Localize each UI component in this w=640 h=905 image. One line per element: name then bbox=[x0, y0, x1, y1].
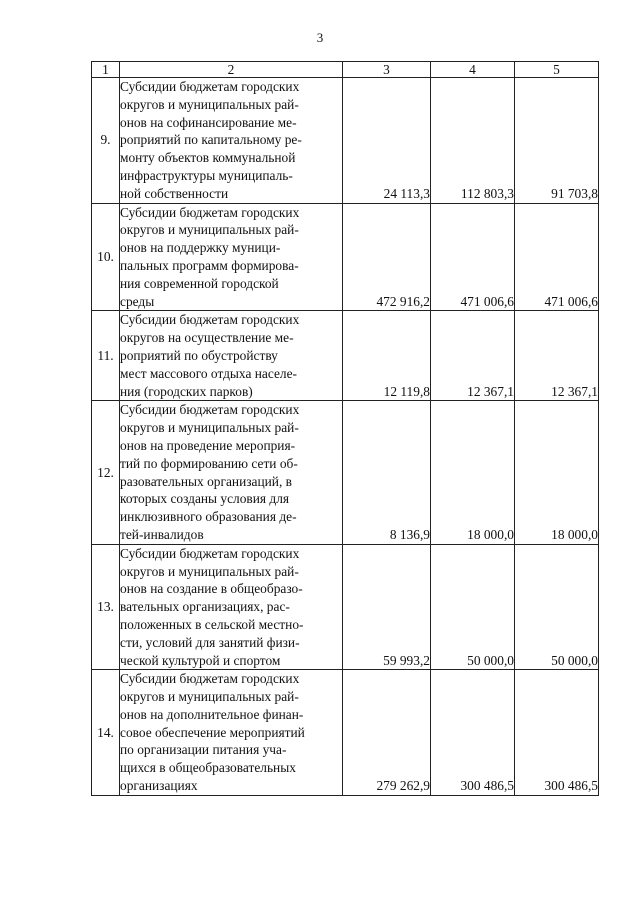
amount-column-4: 18 000,0 bbox=[431, 401, 515, 544]
description-line: по организации питания уча- bbox=[120, 742, 287, 758]
description-line: вательных организациях, рас- bbox=[120, 599, 290, 615]
description-line: разовательных организаций, в bbox=[120, 473, 292, 489]
description-line: среды bbox=[120, 293, 155, 309]
amount-column-5: 18 000,0 bbox=[515, 401, 599, 544]
description-line: онов на проведение мероприя- bbox=[120, 437, 296, 453]
row-number: 13. bbox=[92, 544, 120, 670]
description-line: роприятий по обустройству bbox=[120, 347, 278, 363]
description-line: округов на осуществление ме- bbox=[120, 330, 294, 346]
description-line: роприятий по капитальному ре- bbox=[120, 132, 302, 148]
description-line: онов на дополнительное финан- bbox=[120, 706, 304, 722]
description-line: монту объектов коммунальной bbox=[120, 150, 296, 166]
description-line: пальных программ формирова- bbox=[120, 257, 299, 273]
description-line: тей-инвалидов bbox=[120, 526, 204, 542]
description-line: совое обеспечение мероприятий bbox=[120, 724, 305, 740]
amount-column-4: 300 486,5 bbox=[431, 670, 515, 796]
row-description bbox=[120, 203, 343, 311]
row-number: 9. bbox=[92, 78, 120, 204]
description-line: сти, условий для занятий физи- bbox=[120, 634, 300, 650]
row-description bbox=[120, 544, 343, 670]
column-header-1: 1 bbox=[92, 62, 120, 78]
row-number: 12. bbox=[92, 401, 120, 544]
row-description bbox=[120, 670, 343, 796]
row-description bbox=[120, 78, 343, 204]
amount-column-3: 472 916,2 bbox=[343, 203, 431, 311]
column-header-4: 4 bbox=[431, 62, 515, 78]
table-row bbox=[92, 670, 599, 796]
amount-column-5: 12 367,1 bbox=[515, 311, 599, 401]
description-line: ческой культурой и спортом bbox=[120, 652, 281, 668]
column-header-row bbox=[92, 62, 599, 78]
amount-column-3: 12 119,8 bbox=[343, 311, 431, 401]
amount-column-5: 300 486,5 bbox=[515, 670, 599, 796]
description-line: тий по формированию сети об- bbox=[120, 455, 298, 471]
description-line: Субсидии бюджетам городских bbox=[120, 79, 300, 94]
column-header-3: 3 bbox=[343, 62, 431, 78]
description-line: округов и муниципальных рай- bbox=[120, 96, 299, 112]
row-number: 10. bbox=[92, 203, 120, 311]
amount-column-3: 24 113,3 bbox=[343, 78, 431, 204]
description-line: Субсидии бюджетам городских bbox=[120, 545, 300, 561]
amount-column-4: 471 006,6 bbox=[431, 203, 515, 311]
description-line: Субсидии бюджетам городских bbox=[120, 402, 300, 418]
amount-column-5: 91 703,8 bbox=[515, 78, 599, 204]
description-line: округов и муниципальных рай- bbox=[120, 563, 299, 579]
table-row bbox=[92, 311, 599, 401]
row-number: 11. bbox=[92, 311, 120, 401]
amount-column-3: 8 136,9 bbox=[343, 401, 431, 544]
description-line: онов на создание в общеобразо- bbox=[120, 581, 303, 597]
description-line: ния современной городской bbox=[120, 275, 279, 291]
description-line: мест массового отдыха населе- bbox=[120, 365, 297, 381]
row-description bbox=[120, 401, 343, 544]
subsidy-table bbox=[91, 61, 599, 796]
table-row bbox=[92, 401, 599, 544]
column-header-2: 2 bbox=[120, 62, 343, 78]
row-description bbox=[120, 311, 343, 401]
description-line: Субсидии бюджетам городских bbox=[120, 204, 300, 220]
description-line: онов на поддержку муници- bbox=[120, 240, 281, 256]
description-line: округов и муниципальных рай- bbox=[120, 420, 299, 436]
description-line: Субсидии бюджетам городских bbox=[120, 312, 300, 328]
table-row bbox=[92, 78, 599, 204]
row-number: 14. bbox=[92, 670, 120, 796]
table-row bbox=[92, 203, 599, 311]
table-body bbox=[92, 62, 599, 796]
description-line: щихся в общеобразовательных bbox=[120, 760, 296, 776]
amount-column-3: 59 993,2 bbox=[343, 544, 431, 670]
description-line: инклюзивного образования де- bbox=[120, 509, 297, 525]
description-line: организациях bbox=[120, 778, 198, 794]
amount-column-4: 12 367,1 bbox=[431, 311, 515, 401]
description-line: которых созданы условия для bbox=[120, 491, 290, 507]
amount-column-5: 471 006,6 bbox=[515, 203, 599, 311]
amount-column-4: 112 803,3 bbox=[431, 78, 515, 204]
description-line: инфраструктуры муниципаль- bbox=[120, 167, 293, 183]
description-line: ния (городских парков) bbox=[120, 383, 253, 399]
description-line: округов и муниципальных рай- bbox=[120, 689, 299, 705]
amount-column-5: 50 000,0 bbox=[515, 544, 599, 670]
description-line: ной собственности bbox=[120, 185, 229, 201]
table-row bbox=[92, 544, 599, 670]
description-line: Субсидии бюджетам городских bbox=[120, 671, 300, 687]
page-number: 3 bbox=[316, 30, 324, 45]
amount-column-3: 279 262,9 bbox=[343, 670, 431, 796]
description-line: округов и муниципальных рай- bbox=[120, 222, 299, 238]
description-line: онов на софинансирование ме- bbox=[120, 114, 297, 130]
column-header-5: 5 bbox=[515, 62, 599, 78]
description-line: положенных в сельской местно- bbox=[120, 616, 304, 632]
amount-column-4: 50 000,0 bbox=[431, 544, 515, 670]
